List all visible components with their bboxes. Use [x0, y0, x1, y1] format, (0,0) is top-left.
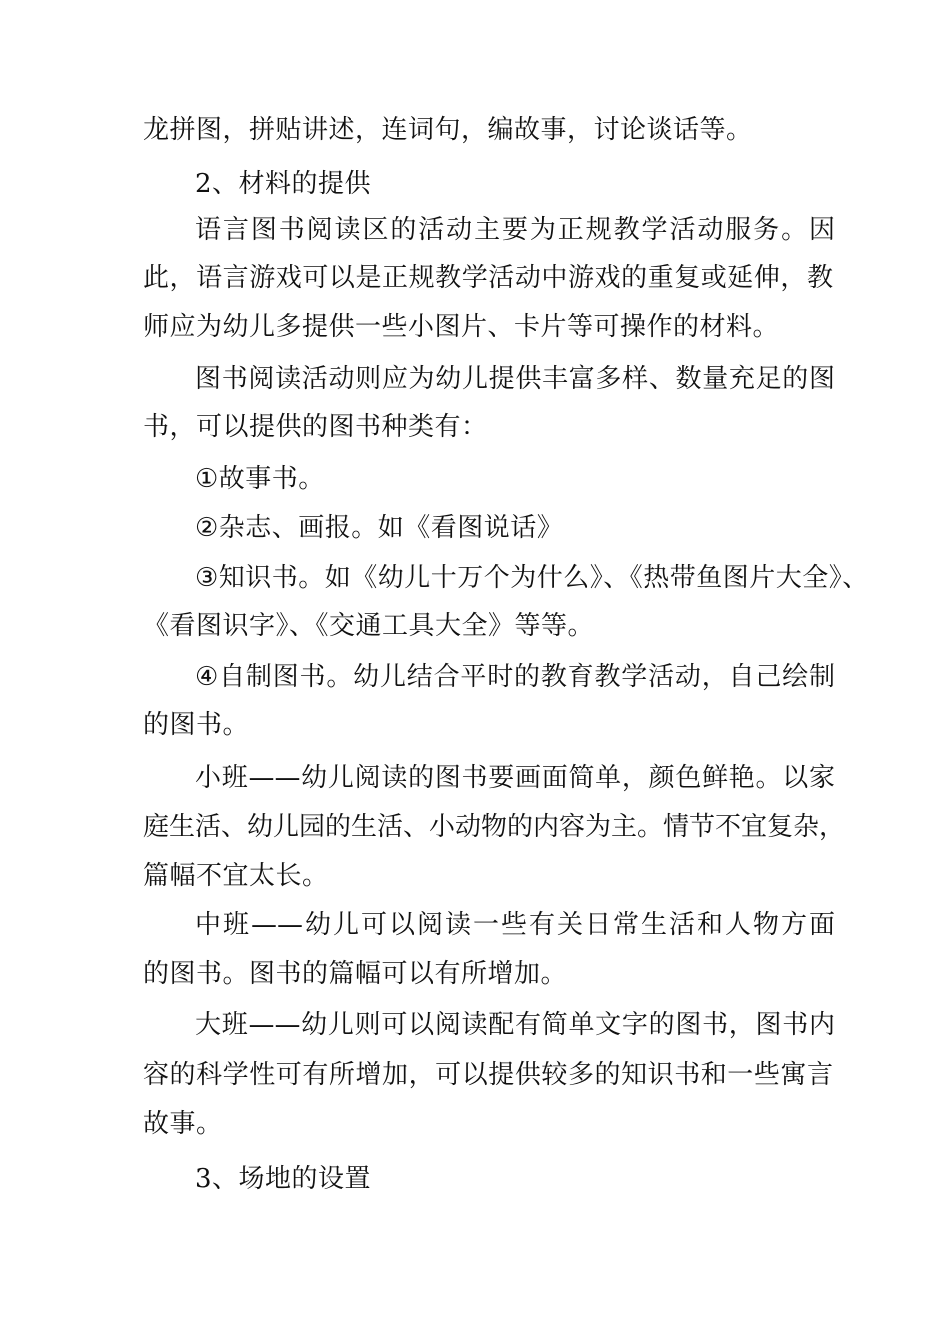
list-item: ④自制图书。幼儿结合平时的教育教学活动，自己绘制 — [195, 662, 835, 692]
paragraph-line: 图书阅读活动则应为幼儿提供丰富多样、数量充足的图 — [195, 364, 835, 394]
list-item-continuation: 《看图识字》、《交通工具大全》等等。 — [143, 611, 595, 641]
paragraph-line: 故事。 — [143, 1109, 223, 1139]
paragraph-line: 庭生活、幼儿园的生活、小动物的内容为主。情节不宜复杂， — [143, 812, 846, 842]
text-line: 龙拼图，拼贴讲述，连词句，编故事，讨论谈话等。 — [143, 115, 753, 145]
paragraph-line: 容的科学性可有所增加，可以提供较多的知识书和一些寓言 — [143, 1060, 833, 1090]
paragraph-line: 师应为幼儿多提供一些小图片、卡片等可操作的材料。 — [143, 312, 780, 342]
section-heading: 2、材料的提供 — [195, 169, 372, 199]
paragraph-line: 此，语言游戏可以是正规教学活动中游戏的重复或延伸，教 — [143, 263, 833, 293]
list-item-continuation: 的图书。 — [143, 710, 250, 740]
list-item: ③知识书。如《幼儿十万个为什么》、《热带鱼图片大全》、 — [195, 563, 869, 593]
list-item: ②杂志、画报。如《看图说话》 — [195, 513, 564, 543]
list-item: ①故事书。 — [195, 464, 325, 494]
paragraph-line: 语言图书阅读区的活动主要为正规教学活动服务。因 — [195, 215, 835, 245]
section-heading: 3、场地的设置 — [195, 1164, 372, 1194]
paragraph-line: 大班——幼儿则可以阅读配有简单文字的图书，图书内 — [195, 1010, 835, 1040]
paragraph-line: 书，可以提供的图书种类有： — [143, 412, 488, 442]
paragraph-line: 篇幅不宜太长。 — [143, 861, 329, 891]
paragraph-line: 中班——幼儿可以阅读一些有关日常生活和人物方面 — [195, 910, 835, 940]
paragraph-line: 的图书。图书的篇幅可以有所增加。 — [143, 959, 568, 989]
paragraph-line: 小班——幼儿阅读的图书要画面简单，颜色鲜艳。以家 — [195, 763, 835, 793]
